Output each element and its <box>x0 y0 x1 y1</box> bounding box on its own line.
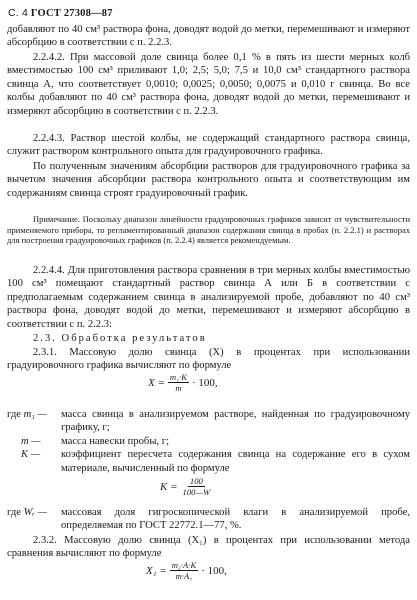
formula-k-fraction <box>181 476 213 497</box>
definition-m1-label: m₁ — <box>23 409 47 420</box>
definition-m1 <box>7 408 410 435</box>
definitions-block-2 <box>7 506 410 533</box>
formula-x-lhs: X = <box>148 376 165 389</box>
formula-x-fraction <box>168 372 189 393</box>
paragraph-2-3-1: 2.3.1. Массовую долю свинца (X) в процентах при использовании градуировочного графика вычисляют по формуле <box>7 347 410 372</box>
paragraph-continuation: добавляют по 40 см³ раствора фона, доводят водой до метки, перемешивают и измеряют абсорбцию в соответствии с п. 2.2.3. <box>7 24 410 49</box>
formula-k-denominator: 100—W <box>182 487 211 497</box>
standard-title: ГОСТ 27308—87 <box>30 8 113 19</box>
definition-m1-text: масса свинца в анализируемом растворе, найденная по градуировочному графику, г; <box>61 409 410 434</box>
note-paragraph: Примечание. Поскольку диапазон линейности градуировочных графиков зависит от чувствительности применяемого прибора, то регламентированный диапазон содержания свинца в пробах (п. 2.2.1) и растворах для построения градуировочных графиков (п. 2.2.4) является рекомендуемым. <box>7 214 410 246</box>
formula-x1-lhs: X₁ = <box>146 564 167 577</box>
formula-x1-numerator: m₂·A·K <box>171 560 197 570</box>
definition-w-label: Wᵣ — <box>23 507 48 518</box>
paragraph-2-2-4-3: 2.2.4.3. Раствор шестой колбы, не содержащий стандартного раствора свинца, служит раствором контрольного опыта для градуировочного графика. <box>7 133 410 158</box>
definitions-block-1 <box>7 408 410 475</box>
formula-x-rhs: · 100, <box>191 376 218 389</box>
formula-k-numerator: 100 <box>189 476 203 486</box>
formula-k <box>160 476 215 497</box>
formula-k-lhs: K = <box>160 480 178 493</box>
page-header <box>8 7 113 19</box>
definition-w <box>7 506 410 533</box>
definition-k <box>7 448 410 475</box>
formula-x1 <box>146 560 227 581</box>
definition-k-label: K — <box>21 449 41 461</box>
paragraph-graph-construction: По полученным значениям абсорбции растворов для градуировочного графика за вычетом значения абсорбции раствора контрольного опыта и соответствующим им содержаниям свинца строят градуировочный график. <box>7 161 410 199</box>
formula-x-denominator: m <box>175 383 182 393</box>
definition-m <box>7 435 410 448</box>
definition-w-text: массовая доля гигроскопической влаги в анализируемой пробе, определяемая по ГОСТ 22772.1—77, %. <box>61 507 410 532</box>
paragraph-2-2-4-4: 2.2.4.4. Для приготовления раствора сравнения в три мерных колбы вместимостью 100 см³ помещают стандартный раствор свинца А или Б в соответствии с предполагаемым содержанием свинца в анализируемой пробе, добавляют по 40 см³ раствора фона, доводят водой до метки, перемешивают и измеряют абсорбцию в соответствии с п. 2.2.3: <box>7 265 410 330</box>
formula-x1-denominator: m·A₁ <box>175 571 193 581</box>
where-word: где <box>7 409 21 420</box>
paragraph-2-2-4-2: 2.2.4.2. При массовой доле свинца более 0,1 % в пять из шести мерных колб вместимостью 100 см³ приливают 1,0; 2,5; 5,0; 7,5 и 10,0 см³ стандартного раствора свинца А, что соответствует 0,0010; 0,0025; 0,0050; 0,0075 и 0,010 г свинца. Во все колбы добавляют по 40 см³ раствора фона, доводят водой до метки, перемешивают и измеряют абсорбцию в соответствии с п. 2.2.3. <box>7 52 410 117</box>
definition-k-text: коэффициент пересчета содержания свинца на содержание его в сухом материале, вычисленный по формуле <box>61 449 410 474</box>
section-heading-2-3: 2.3. Обработка результатов <box>33 333 207 344</box>
definition-m-label: m — <box>21 435 41 447</box>
where-word-2: где <box>7 507 21 518</box>
formula-x1-fraction <box>170 560 198 581</box>
formula-x1-rhs: · 100, <box>201 564 227 577</box>
formula-x-numerator: m₁·K <box>169 372 187 382</box>
definition-m-text: масса навески пробы, г; <box>61 435 170 447</box>
page-number: С. 4 <box>8 7 29 19</box>
paragraph-2-3-2: 2.3.2. Массовую долю свинца (X₁) в процентах при использовании метода сравнения вычисляют по формуле <box>7 535 410 560</box>
formula-x <box>148 372 218 393</box>
